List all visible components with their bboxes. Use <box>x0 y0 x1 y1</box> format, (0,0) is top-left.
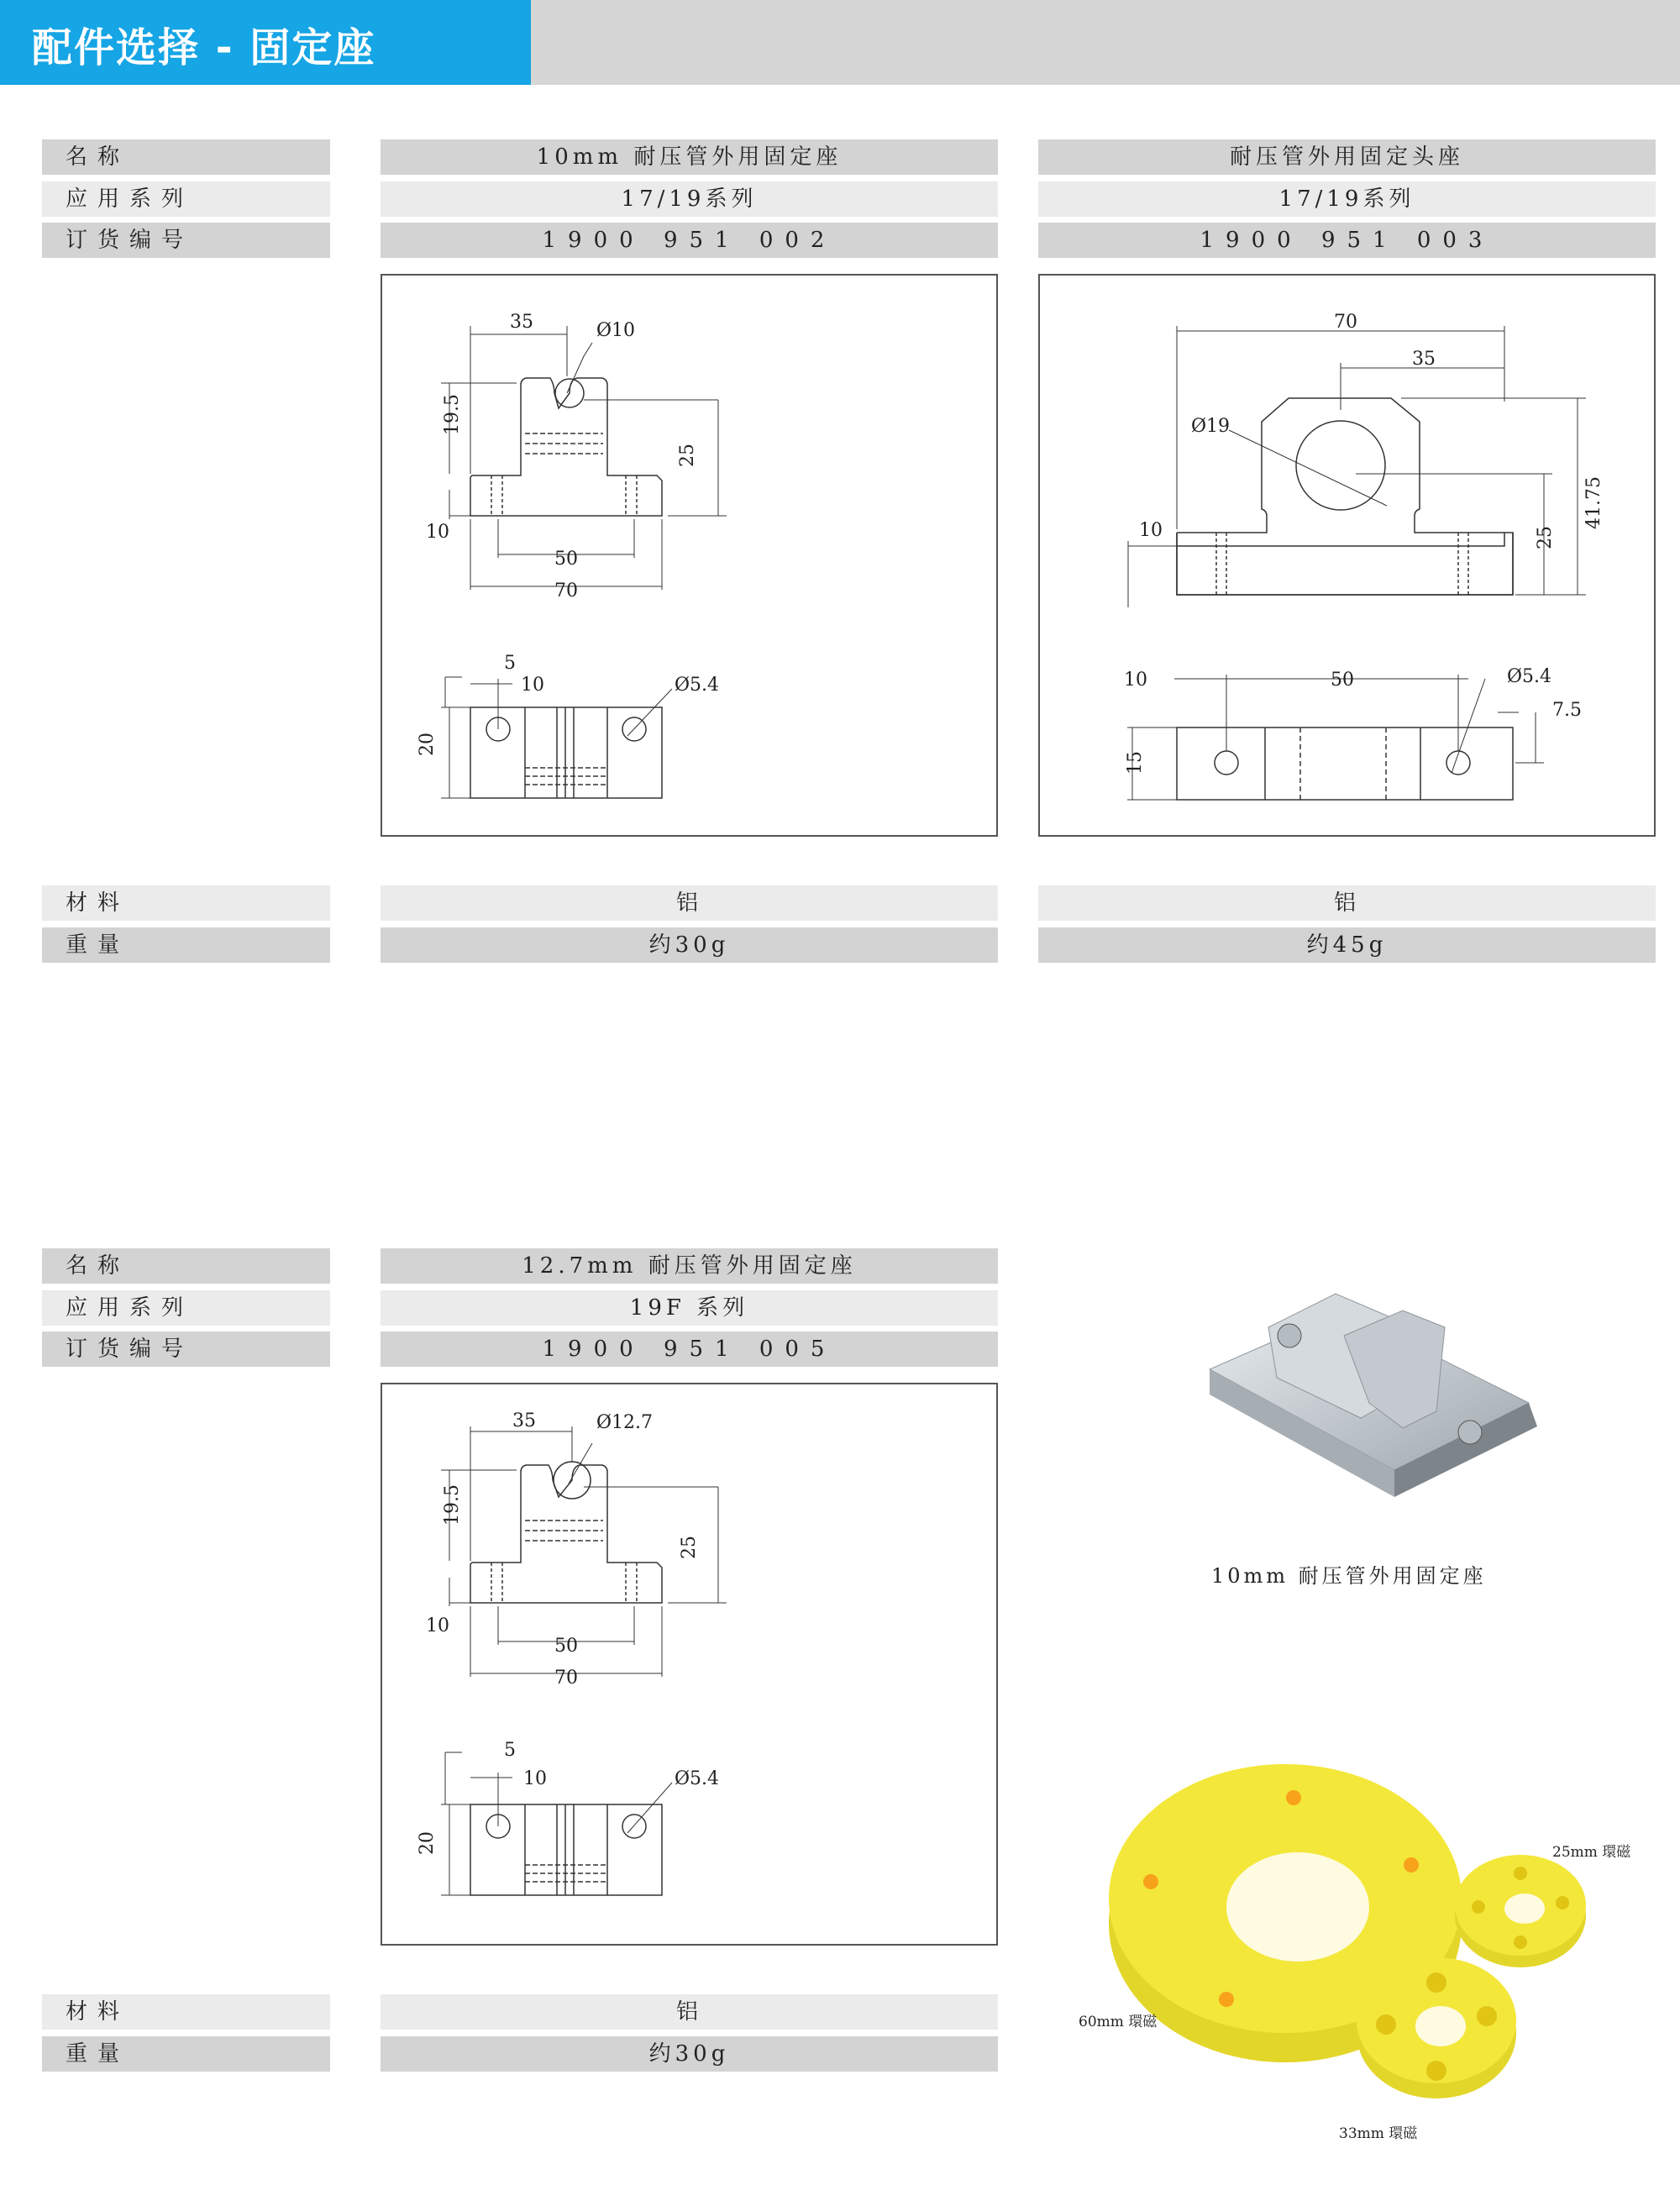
dim-screw: Ø5.4 <box>675 675 720 696</box>
dim-10b: 10 <box>521 675 544 696</box>
product-1-series: 17/19系列 <box>381 181 998 217</box>
dim-10b: 10 <box>523 1768 547 1789</box>
dim-70: 70 <box>554 580 578 601</box>
label-name: 名称 <box>42 139 330 175</box>
product-1-weight: 约30g <box>381 927 998 963</box>
dim-35: 35 <box>512 1410 536 1431</box>
product-1-name: 10mm 耐压管外用固定座 <box>381 139 998 175</box>
magnet-label-33mm: 33mm 環磁 <box>1339 2125 1418 2142</box>
dim-50: 50 <box>1331 670 1354 691</box>
product-3-name: 12.7mm 耐压管外用固定座 <box>381 1248 998 1284</box>
dim-50: 50 <box>554 549 578 570</box>
product-3-weight: 约30g <box>381 2036 998 2072</box>
dim-10: 10 <box>426 522 449 543</box>
dim-35: 35 <box>510 312 533 333</box>
product-2-order: 1900 951 003 <box>1038 223 1656 258</box>
label-material-2: 材料 <box>42 1994 330 2030</box>
dim-25: 25 <box>679 1536 700 1559</box>
product-2-weight: 约45g <box>1038 927 1656 963</box>
product-3-material: 铝 <box>381 1994 998 2030</box>
dim-19-5: 19.5 <box>442 1484 463 1526</box>
bracket-photo <box>1193 1277 1562 1512</box>
dim-screw: Ø5.4 <box>675 1768 720 1789</box>
dim-50: 50 <box>554 1636 578 1657</box>
dim-hole: Ø10 <box>596 320 636 341</box>
product-3-order: 1900 951 005 <box>381 1331 998 1367</box>
magnet-25mm <box>1455 1855 1586 1967</box>
dim-10: 10 <box>426 1615 449 1636</box>
bracket-10mm-drawing <box>382 276 1000 838</box>
dim-7-5: 7.5 <box>1552 700 1582 721</box>
dim-19-5: 19.5 <box>442 394 463 435</box>
magnet-label-60mm: 60mm 環磁 <box>1079 2014 1158 2030</box>
label-order: 订货编号 <box>42 223 330 258</box>
dim-5: 5 <box>504 653 516 674</box>
product-1-order: 1900 951 002 <box>381 223 998 258</box>
dim-hole: Ø19 <box>1191 416 1231 437</box>
label-weight-2: 重量 <box>42 2036 330 2072</box>
product-2-series: 17/19系列 <box>1038 181 1656 217</box>
bracket-photo-caption: 10mm 耐压管外用固定座 <box>1211 1564 1487 1588</box>
magnet-33mm <box>1357 1957 1516 2098</box>
drawing-panel-2 <box>1038 274 1656 837</box>
dim-20: 20 <box>417 1831 438 1855</box>
magnet-label-25mm: 25mm 環磁 <box>1552 1844 1631 1861</box>
dim-10b: 10 <box>1124 670 1147 691</box>
ring-magnets-photo <box>1100 1747 1621 2134</box>
product-1-material: 铝 <box>381 885 998 921</box>
dim-15: 15 <box>1125 751 1146 775</box>
page-title: 配件选择 - 固定座 <box>32 24 376 71</box>
label-material: 材料 <box>42 885 330 921</box>
dim-5: 5 <box>504 1740 516 1761</box>
label-series-2: 应用系列 <box>42 1290 330 1326</box>
dim-10: 10 <box>1139 520 1163 541</box>
dim-35: 35 <box>1412 349 1436 370</box>
dim-70: 70 <box>554 1668 578 1689</box>
dim-hole: Ø12.7 <box>596 1412 654 1433</box>
product-2-name: 耐压管外用固定头座 <box>1038 139 1656 175</box>
header-tab <box>0 0 531 85</box>
product-2-material: 铝 <box>1038 885 1656 921</box>
head-mount-drawing <box>1040 276 1657 838</box>
label-order-2: 订货编号 <box>42 1331 330 1367</box>
dim-70: 70 <box>1334 312 1357 333</box>
dim-41-75: 41.75 <box>1583 476 1604 529</box>
dim-25: 25 <box>1535 526 1556 549</box>
drawing-panel-3 <box>381 1383 998 1946</box>
drawing-panel-1 <box>381 274 998 837</box>
label-weight: 重量 <box>42 927 330 963</box>
bracket-12-7mm-drawing <box>382 1384 1000 1947</box>
product-3-series: 19F 系列 <box>381 1290 998 1326</box>
dim-20: 20 <box>417 733 438 756</box>
label-name-2: 名称 <box>42 1248 330 1284</box>
label-series: 应用系列 <box>42 181 330 217</box>
dim-screw: Ø5.4 <box>1507 666 1552 687</box>
dim-25: 25 <box>677 444 698 467</box>
